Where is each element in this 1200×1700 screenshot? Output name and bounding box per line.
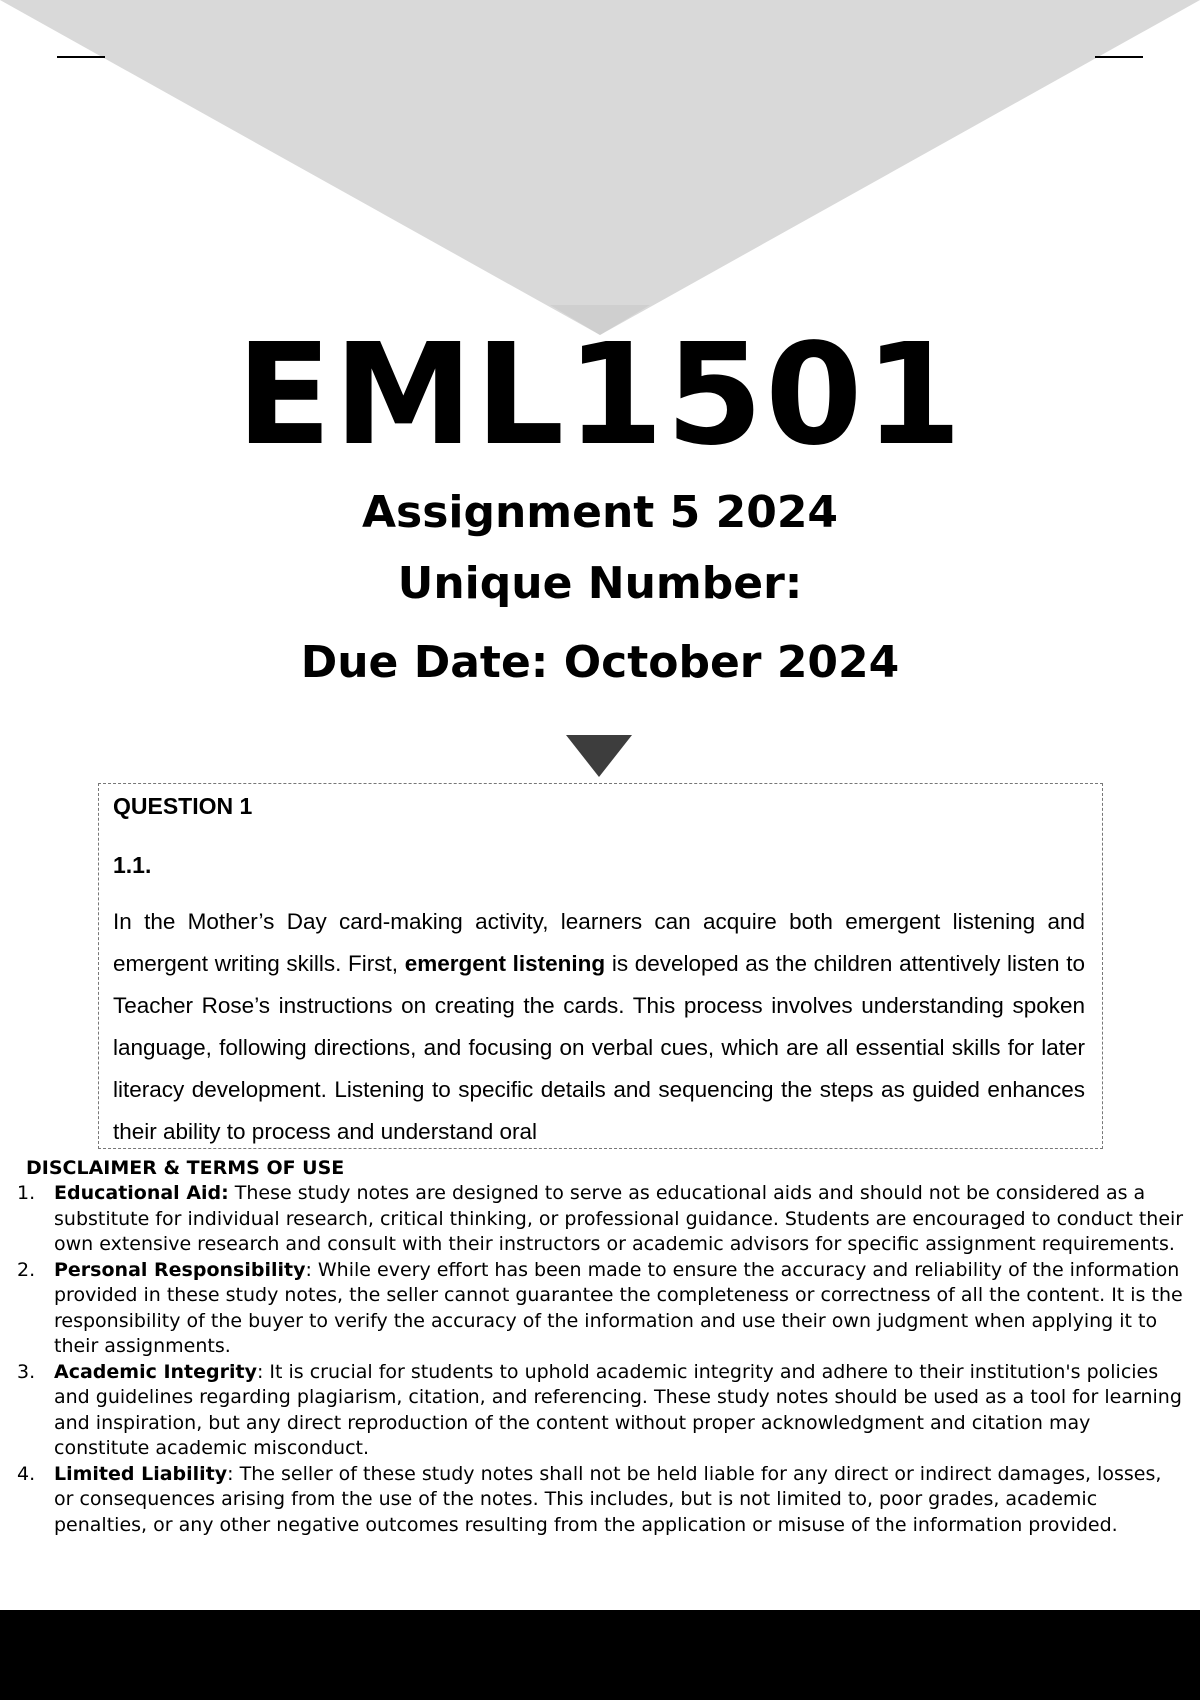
disclaimer-title: DISCLAIMER & TERMS OF USE (26, 1157, 345, 1179)
paragraph-text-start: In the Mother’s Day card-making activity, learners can acquire both emergent listening and emergent writing skills. First, (113, 909, 1085, 976)
question-title: QUESTION 1 (113, 793, 253, 819)
term-number: 3. (17, 1360, 36, 1383)
paragraph-emphasis: emergent listening (404, 951, 606, 976)
down-triangle-icon (566, 735, 632, 777)
term-text: : The seller of these study notes shall not be held liable for any direct or indirect damages, losses, or consequences arising from the use of the notes. This includes, but is not limited to, poor grades, academic penalties, or any other negative outcomes resulting from the application or misuse of the information provided. (54, 1462, 1162, 1536)
terms-list (0, 1181, 1200, 1538)
term-item-academic-integrity (0, 1360, 1200, 1462)
paragraph-text-end: is developed as the children attentively listen to Teacher Rose’s instructions on creating the cards. This process involves understanding spoken language, following directions, and focusing on verbal cues, which are all essential skills for later literacy development. Listening to specific details and sequencing the steps as guided enhances their ability to process and understand oral (113, 951, 1085, 1144)
header-rule-right (1095, 56, 1143, 58)
question-preview-box (98, 783, 1103, 1149)
term-item-limited-liability (0, 1462, 1200, 1539)
term-number: 2. (17, 1258, 36, 1281)
header-rule-left (57, 56, 105, 58)
assignment-title: Assignment 5 2024 (361, 487, 839, 538)
term-text: : While every effort has been made to ensure the accuracy and reliability of the information provided in these study notes, the seller cannot guarantee the completeness or correctness of all the content. It is the responsibility of the buyer to verify the accuracy of the information and use their own judgment when applying it to their assignments. (54, 1258, 1183, 1357)
term-number: 4. (17, 1462, 36, 1485)
term-heading: Personal Responsibility (54, 1258, 306, 1281)
term-item-personal-responsibility (0, 1258, 1200, 1360)
term-heading: Limited Liability (54, 1462, 228, 1485)
term-heading: Educational Aid: (54, 1182, 229, 1204)
question-number: 1.1. (113, 852, 152, 878)
unique-number-label: Unique Number: (397, 558, 803, 609)
course-code-title: EML1501 (236, 314, 964, 477)
header-chevron-shape (0, 0, 1200, 340)
term-number: 1. (17, 1182, 36, 1204)
term-text: : It is crucial for students to uphold academic integrity and adhere to their institution's policies and guidelines regarding plagiarism, citation, and referencing. These study notes should be used as a tool for learning and inspiration, but any direct reproduction of the content without proper acknowledgment and citation may constitute academic misconduct. (54, 1360, 1182, 1459)
term-item-educational-aid (0, 1181, 1200, 1258)
term-heading: Academic Integrity (54, 1360, 257, 1383)
due-date-label: Due Date: October 2024 (300, 637, 900, 688)
term-text: These study notes are designed to serve as educational aids and should not be considered as a substitute for individual research, critical thinking, or professional guidance. Students are encouraged to conduct their own extensive research and consult with their instructors or academic advisors for specific assignment requirements. (54, 1182, 1184, 1255)
footer-bar (0, 1610, 1200, 1700)
disclaimer-section (0, 1155, 1200, 1538)
question-paragraph (113, 901, 1085, 1149)
